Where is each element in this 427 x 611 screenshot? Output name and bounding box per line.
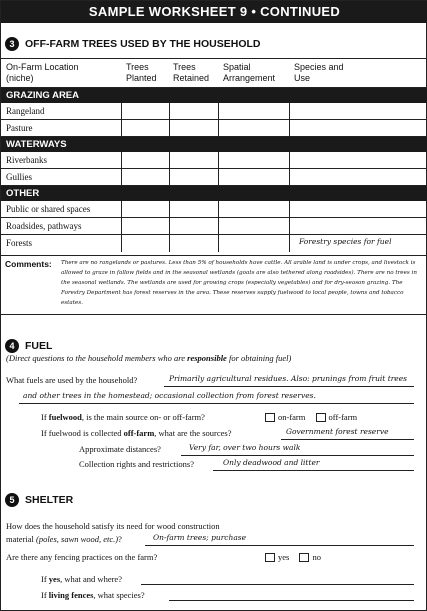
table-header <box>1 58 427 88</box>
row-label: Gullies <box>6 172 32 182</box>
checkbox-no[interactable] <box>299 553 309 562</box>
table-row <box>1 103 427 120</box>
worksheet-banner: SAMPLE WORKSHEET 9 • CONTINUED <box>1 1 427 23</box>
section-3-title: OFF-FARM TREES USED BY THE HOUSEHOLD <box>25 38 261 50</box>
row-label: Pasture <box>6 123 33 133</box>
group-header-other: OTHER <box>1 186 427 201</box>
q-living-fences: If living fences, what species? <box>41 590 145 600</box>
a-distance: Very far, over two hours walk <box>189 443 301 452</box>
section-number-badge: 4 <box>5 339 19 353</box>
a-fuels-line1: Primarily agricultural residues. Also: prunings from fruit trees <box>169 374 408 383</box>
comments-box <box>1 255 427 315</box>
q-fuelwood-source: If fuelwood, is the main source on- or off-farm? <box>41 412 205 422</box>
section-number-badge: 3 <box>5 37 19 51</box>
table-row <box>1 169 427 186</box>
section-3-header <box>5 37 261 51</box>
column-header-planted: Trees Planted <box>126 62 157 83</box>
a-rights: Only deadwood and litter <box>223 458 320 467</box>
table-row <box>1 218 427 235</box>
a-wood: On-farm trees; purchase <box>153 533 247 542</box>
q-rights: Collection rights and restrictions? <box>79 459 194 469</box>
table-row <box>1 152 427 169</box>
forests-species-entry: Forestry species for fuel <box>299 237 392 246</box>
table-row <box>1 201 427 218</box>
checkbox-off-farm[interactable] <box>316 413 326 422</box>
section-5-title: SHELTER <box>25 494 74 506</box>
q-wood-line1: How does the household satisfy its need for wood construction <box>6 521 220 531</box>
column-header-species: Species and Use <box>294 62 344 83</box>
row-label: Riverbanks <box>6 155 47 165</box>
q-wood-line2: material (poles, sawn wood, etc.)? <box>6 534 122 544</box>
q-offfarm-sources: If fuelwood is collected off-farm, what are the sources? <box>41 428 232 438</box>
checkbox-yes[interactable] <box>265 553 275 562</box>
section-5-header <box>5 493 73 507</box>
group-header-grazing: GRAZING AREA <box>1 88 427 103</box>
row-label: Public or shared spaces <box>6 204 91 214</box>
q-fuels: What fuels are used by the household? <box>6 375 138 385</box>
row-label: Forests <box>6 238 33 248</box>
column-header-location: On-Farm Location (niche) <box>6 62 79 83</box>
fencing-options: yes no <box>265 551 329 562</box>
table-row <box>1 235 427 252</box>
row-label: Rangeland <box>6 106 45 116</box>
comments-label: Comments: <box>5 259 52 269</box>
q-fence-where: If yes, what and where? <box>41 574 122 584</box>
checkbox-on-farm[interactable] <box>265 413 275 422</box>
comments-text: There are no rangelands or pastures. Less than 5% of households have cattle. All arable land is under crops, and livestock is allowed to graze in fallow fields and in the seasonal wetlands (goats are also tethered along roadsides). There are no trees in the seasonal wetlands. The wetlands are used for growing crops (especially vegetables) and for dry-season grazing. The Forestry Department has forest reserves in the area. These reserves supply fuelwood to local people, towns and tobacco estates. <box>61 260 417 306</box>
a-sources: Government forest reserve <box>286 427 389 436</box>
fence-where-line[interactable] <box>141 584 414 585</box>
fuelwood-source-options: on-farm off-farm <box>265 411 365 422</box>
fuel-instructions: (Direct questions to the household members who are responsible for obtaining fuel) <box>6 353 292 363</box>
section-4-title: FUEL <box>25 340 53 352</box>
row-label: Roadsides, pathways <box>6 221 82 231</box>
column-header-retained: Trees Retained <box>173 62 210 83</box>
column-header-arrangement: Spatial Arrangement <box>223 62 276 83</box>
q-distance: Approximate distances? <box>79 444 161 454</box>
q-fencing: Are there any fencing practices on the farm? <box>6 552 158 562</box>
section-4-header <box>5 339 52 353</box>
living-fences-line[interactable] <box>169 600 414 601</box>
table-row <box>1 120 427 137</box>
trees-table <box>1 58 427 252</box>
a-fuels-line2: and other trees in the homestead; occasional collection from forest reserves. <box>23 391 316 400</box>
section-number-badge: 5 <box>5 493 19 507</box>
group-header-waterways: WATERWAYS <box>1 137 427 152</box>
